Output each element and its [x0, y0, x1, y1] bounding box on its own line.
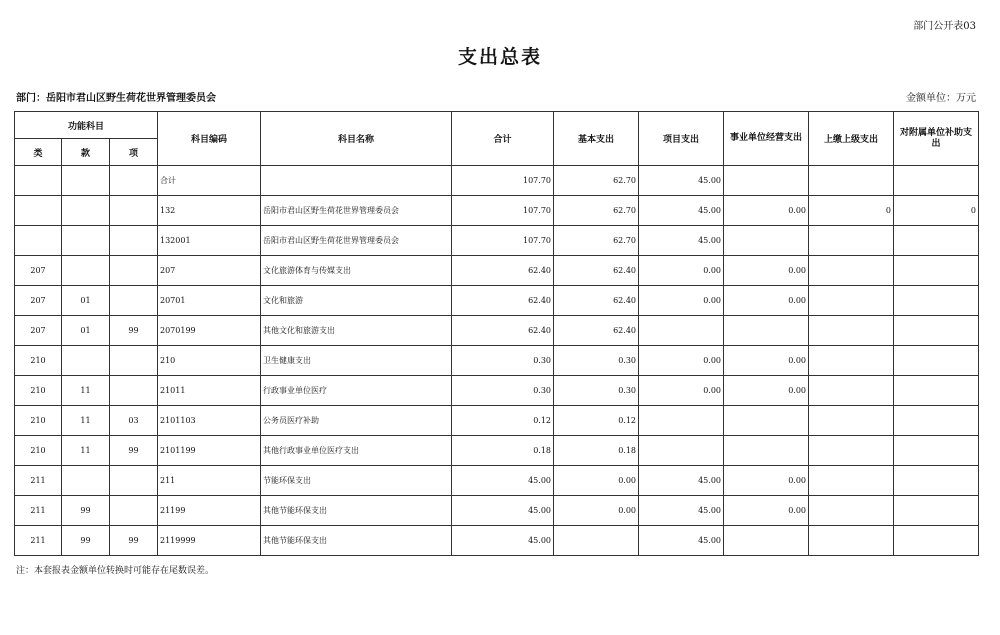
upper-cell: [809, 526, 894, 556]
upper-cell: [809, 346, 894, 376]
xiang-cell: [110, 286, 158, 316]
page-title: 支出总表: [457, 46, 542, 68]
amount-unit-label: 金额单位：万元: [906, 93, 976, 104]
upper-cell: [809, 496, 894, 526]
table-row: [15, 496, 979, 526]
upper-cell: [809, 406, 894, 436]
business-cell: 0.00: [724, 286, 809, 316]
name-cell: 其他节能环保支出: [261, 496, 452, 526]
total-cell: 45.00: [452, 466, 554, 496]
name-cell: 岳阳市君山区野生荷花世界管理委员会: [261, 196, 452, 226]
business-cell: 0.00: [724, 196, 809, 226]
total-cell: 0.30: [452, 376, 554, 406]
upper-cell: [809, 466, 894, 496]
business-cell: 0.00: [724, 466, 809, 496]
upper-cell: [809, 376, 894, 406]
table-row: [15, 226, 979, 256]
subject-name-header: 科目名称: [261, 112, 452, 166]
kuan-cell: [62, 226, 110, 256]
table-row: [15, 316, 979, 346]
upper-cell: [809, 286, 894, 316]
lei-cell: [15, 166, 62, 196]
total-cell: 107.70: [452, 196, 554, 226]
total-cell: 45.00: [452, 496, 554, 526]
project-cell: 45.00: [639, 196, 724, 226]
subsidy-cell: [894, 406, 979, 436]
table-row: [15, 196, 979, 226]
xiang-cell: [110, 466, 158, 496]
basic-cell: [554, 526, 639, 556]
subsidy-cell: [894, 436, 979, 466]
basic-cell: 62.40: [554, 316, 639, 346]
lei-cell: 211: [15, 496, 62, 526]
code-cell: 207: [158, 256, 261, 286]
project-cell: [639, 436, 724, 466]
subsidy-cell: [894, 316, 979, 346]
upper-cell: [809, 436, 894, 466]
xiang-cell: [110, 256, 158, 286]
lei-cell: 207: [15, 286, 62, 316]
expenditure-summary-table: [14, 111, 979, 556]
basic-cell: 0.18: [554, 436, 639, 466]
project-cell: [639, 316, 724, 346]
kuan-cell: 11: [62, 406, 110, 436]
subsidy-cell: [894, 466, 979, 496]
total-cell: 62.40: [452, 316, 554, 346]
project-cell: 0.00: [639, 346, 724, 376]
business-cell: [724, 166, 809, 196]
business-cell: 0.00: [724, 496, 809, 526]
lei-cell: [15, 226, 62, 256]
business-cell: [724, 316, 809, 346]
code-cell: 2101199: [158, 436, 261, 466]
lei-cell: [15, 196, 62, 226]
name-cell: 其他文化和旅游支出: [261, 316, 452, 346]
code-cell: 21011: [158, 376, 261, 406]
xiang-cell: [110, 196, 158, 226]
name-cell: [261, 166, 452, 196]
code-cell: 合计: [158, 166, 261, 196]
total-cell: 45.00: [452, 526, 554, 556]
table-row: [15, 406, 979, 436]
xiang-cell: [110, 226, 158, 256]
table-row: [15, 436, 979, 466]
table-row: [15, 166, 979, 196]
report-number-label: 部门公开表03: [913, 21, 976, 32]
table-row: [15, 346, 979, 376]
project-cell: 45.00: [639, 166, 724, 196]
code-cell: 2070199: [158, 316, 261, 346]
business-cell: [724, 436, 809, 466]
project-cell: 0.00: [639, 256, 724, 286]
subsidy-cell: [894, 286, 979, 316]
kuan-cell: [62, 256, 110, 286]
table-row: [15, 466, 979, 496]
project-cell: 45.00: [639, 226, 724, 256]
xiang-header: 项: [110, 139, 158, 166]
code-cell: 20701: [158, 286, 261, 316]
project-cell: 0.00: [639, 286, 724, 316]
subject-code-header: 科目编码: [158, 112, 261, 166]
kuan-cell: 11: [62, 376, 110, 406]
header-row-1: [15, 112, 979, 139]
basic-cell: 62.40: [554, 286, 639, 316]
kuan-cell: 99: [62, 526, 110, 556]
basic-expenditure-header: 基本支出: [554, 112, 639, 166]
business-cell: 0.00: [724, 256, 809, 286]
lei-cell: 211: [15, 466, 62, 496]
name-cell: 其他行政事业单位医疗支出: [261, 436, 452, 466]
total-cell: 107.70: [452, 226, 554, 256]
subsidy-cell: [894, 346, 979, 376]
upper-cell: [809, 316, 894, 346]
kuan-cell: [62, 196, 110, 226]
lei-cell: 207: [15, 256, 62, 286]
business-operation-header: 事业单位经营支出: [724, 112, 809, 166]
kuan-cell: 01: [62, 316, 110, 346]
subsidiary-subsidy-header: 对附属单位补助支出: [894, 112, 979, 166]
table-row: [15, 376, 979, 406]
footnote: 注：本套报表金额单位转换时可能存在尾数误差。: [16, 566, 215, 576]
lei-header: 类: [15, 139, 62, 166]
xiang-cell: [110, 496, 158, 526]
basic-cell: 62.70: [554, 166, 639, 196]
xiang-cell: [110, 166, 158, 196]
kuan-cell: 99: [62, 496, 110, 526]
function-subject-header: 功能科目: [15, 112, 158, 139]
name-cell: 行政事业单位医疗: [261, 376, 452, 406]
business-cell: 0.00: [724, 376, 809, 406]
kuan-cell: [62, 346, 110, 376]
kuan-cell: [62, 166, 110, 196]
lei-cell: 207: [15, 316, 62, 346]
project-expenditure-header: 项目支出: [639, 112, 724, 166]
business-cell: [724, 406, 809, 436]
kuan-header: 款: [62, 139, 110, 166]
project-cell: 45.00: [639, 466, 724, 496]
business-cell: [724, 226, 809, 256]
code-cell: 2101103: [158, 406, 261, 436]
table-row: [15, 526, 979, 556]
project-cell: 45.00: [639, 496, 724, 526]
basic-cell: 0.00: [554, 466, 639, 496]
total-cell: 62.40: [452, 256, 554, 286]
xiang-cell: 99: [110, 436, 158, 466]
code-cell: 132001: [158, 226, 261, 256]
name-cell: 节能环保支出: [261, 466, 452, 496]
subsidy-cell: [894, 526, 979, 556]
total-cell: 0.18: [452, 436, 554, 466]
basic-cell: 62.40: [554, 256, 639, 286]
basic-cell: 0.00: [554, 496, 639, 526]
code-cell: 132: [158, 196, 261, 226]
project-cell: [639, 406, 724, 436]
project-cell: 0.00: [639, 376, 724, 406]
basic-cell: 0.30: [554, 376, 639, 406]
basic-cell: 62.70: [554, 226, 639, 256]
code-cell: 21199: [158, 496, 261, 526]
total-cell: 0.30: [452, 346, 554, 376]
subsidy-cell: [894, 166, 979, 196]
project-cell: 45.00: [639, 526, 724, 556]
total-cell: 0.12: [452, 406, 554, 436]
name-cell: 公务员医疗补助: [261, 406, 452, 436]
code-cell: 2119999: [158, 526, 261, 556]
xiang-cell: 99: [110, 316, 158, 346]
lei-cell: 211: [15, 526, 62, 556]
subsidy-cell: [894, 226, 979, 256]
name-cell: 卫生健康支出: [261, 346, 452, 376]
business-cell: 0.00: [724, 346, 809, 376]
kuan-cell: [62, 466, 110, 496]
xiang-cell: 03: [110, 406, 158, 436]
xiang-cell: [110, 346, 158, 376]
upper-cell: [809, 166, 894, 196]
name-cell: 文化旅游体育与传媒支出: [261, 256, 452, 286]
upper-cell: [809, 256, 894, 286]
table-row: [15, 256, 979, 286]
business-cell: [724, 526, 809, 556]
lei-cell: 210: [15, 436, 62, 466]
xiang-cell: [110, 376, 158, 406]
subsidy-cell: [894, 256, 979, 286]
kuan-cell: 01: [62, 286, 110, 316]
total-cell: 62.40: [452, 286, 554, 316]
lei-cell: 210: [15, 376, 62, 406]
upper-level-payment-header: 上缴上级支出: [809, 112, 894, 166]
name-cell: 文化和旅游: [261, 286, 452, 316]
code-cell: 211: [158, 466, 261, 496]
kuan-cell: 11: [62, 436, 110, 466]
subsidy-cell: 0: [894, 196, 979, 226]
basic-cell: 0.30: [554, 346, 639, 376]
lei-cell: 210: [15, 406, 62, 436]
basic-cell: 62.70: [554, 196, 639, 226]
code-cell: 210: [158, 346, 261, 376]
table-row: [15, 286, 979, 316]
subsidy-cell: [894, 376, 979, 406]
department-label: 部门：岳阳市君山区野生荷花世界管理委员会: [16, 93, 216, 104]
total-cell: 107.70: [452, 166, 554, 196]
upper-cell: [809, 226, 894, 256]
name-cell: 其他节能环保支出: [261, 526, 452, 556]
xiang-cell: 99: [110, 526, 158, 556]
total-header: 合计: [452, 112, 554, 166]
lei-cell: 210: [15, 346, 62, 376]
name-cell: 岳阳市君山区野生荷花世界管理委员会: [261, 226, 452, 256]
upper-cell: 0: [809, 196, 894, 226]
basic-cell: 0.12: [554, 406, 639, 436]
subsidy-cell: [894, 496, 979, 526]
